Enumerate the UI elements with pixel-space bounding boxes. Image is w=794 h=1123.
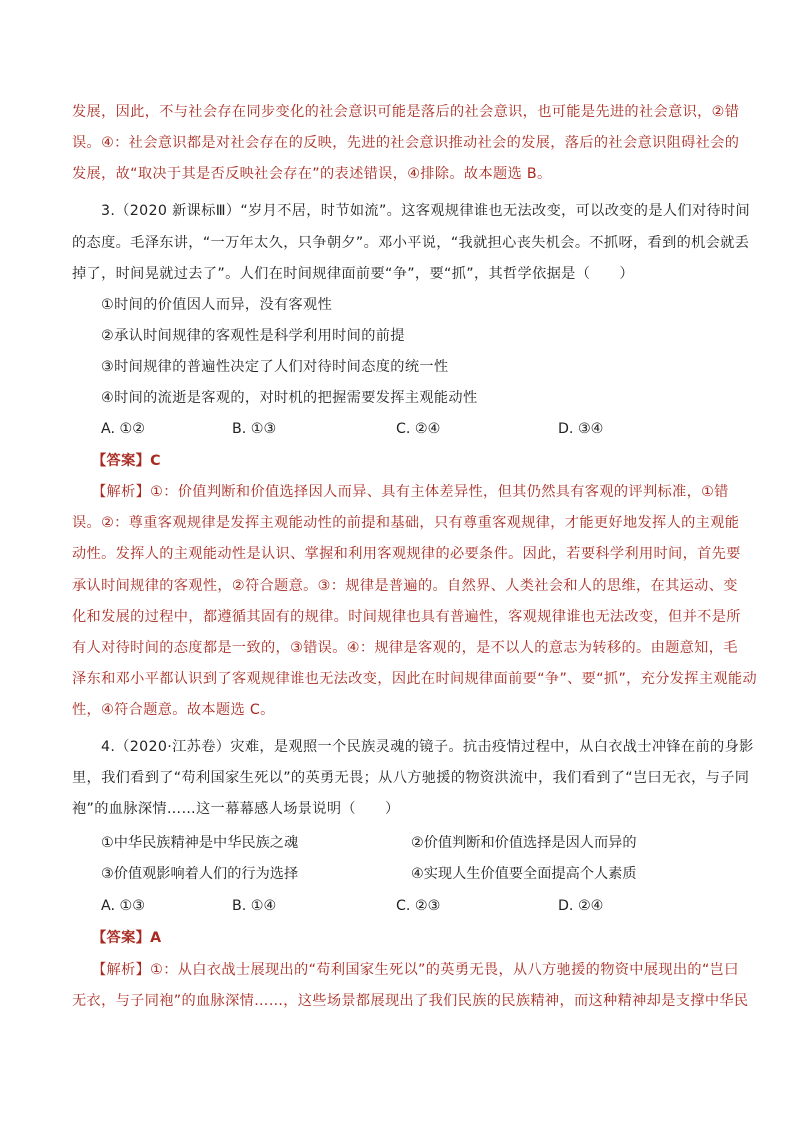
q4-statement-1: ①中华民族精神是中华民族之魂	[101, 835, 299, 851]
q4-statement-3: ③价值观影响着人们的行为选择	[101, 866, 299, 882]
q3-stem-line-2: 的态度。毛泽东讲，“一万年太久，只争朝夕”。邓小平说，“我就担心丧失机会。不抓呀，看到的机会就丢	[72, 235, 750, 251]
q3-option-a: A. ①②	[101, 421, 145, 437]
q4-statement-4: ④实现人生价值要全面提高个人素质	[411, 866, 637, 882]
q3-analysis-line-2: 误。②：尊重客观规律是发挥主观能动性的前提和基础，只有尊重客观规律，才能更好地发挥人的主观能	[72, 515, 740, 531]
intro-line-1: 发展，因此，不与社会存在同步变化的社会意识可能是落后的社会意识，也可能是先进的社会意识，②错	[72, 104, 740, 120]
q3-option-c: C. ②④	[396, 421, 441, 437]
q3-analysis-line-8: 性，④符合题意。故本题选 C。	[72, 702, 275, 718]
q3-option-b: B. ①③	[232, 421, 277, 437]
q3-analysis-line-1: 【解析】①：价值判断和价值选择因人而异、具有主体差异性，但其仍然具有客观的评判标准，①错	[92, 484, 729, 500]
q4-option-c: C. ②③	[396, 898, 441, 914]
q3-statement-2: ②承认时间规律的客观性是科学利用时间的前提	[101, 328, 405, 344]
q3-stem-line-3: 掉了，时间晃就过去了”。人们在时间规律面前要“争”，要“抓”，其哲学依据是（ ）	[72, 266, 634, 282]
q3-statement-1: ①时间的价值因人而异，没有客观性	[101, 297, 333, 313]
q4-option-a: A. ①③	[101, 898, 145, 914]
q3-answer: 【答案】C	[92, 453, 161, 469]
q4-stem-line-1: 4.（2020·江苏卷）灾难，是观照一个民族灵魂的镜子。抗击疫情过程中，从白衣战士冲锋在前的身影	[101, 739, 754, 755]
q3-statement-3: ③时间规律的普遍性决定了人们对待时间态度的统一性	[101, 359, 449, 375]
intro-line-2: 误。④：社会意识都是对社会存在的反映，先进的社会意识推动社会的发展，落后的社会意识阻碍社会的	[72, 135, 740, 151]
q4-statement-2: ②价值判断和价值选择是因人而异的	[411, 835, 637, 851]
q4-option-b: B. ①④	[232, 898, 277, 914]
q3-analysis-line-5: 化和发展的过程中，都遵循其固有的规律。时间规律也具有普遍性，客观规律谁也无法改变，但并不是所	[72, 609, 741, 625]
q4-answer: 【答案】A	[92, 930, 162, 946]
q3-analysis-line-3: 动性。发挥人的主观能动性是认识、掌握和利用客观规律的必要条件。因此，若要科学利用时间，首先要	[72, 546, 741, 562]
q4-stem-line-2: 里，我们看到了“苟利国家生死以”的英勇无畏；从八方驰援的物资洪流中，我们看到了“岂曰无衣，与子同	[72, 770, 750, 786]
q3-analysis-line-4: 承认时间规律的客观性，②符合题意。③：规律是普遍的。自然界、人类社会和人的思维，在其运动、变	[72, 578, 738, 594]
q4-analysis-line-2: 无衣，与子同袍”的血脉深情……，这些场景都展现出了我们民族的民族精神，而这种精神却是支撑中华民	[72, 993, 749, 1009]
q3-analysis-line-7: 泽东和邓小平都认识到了客观规律谁也无法改变，因此在时间规律面前要“争”、要“抓”，充分发挥主观能动	[72, 671, 757, 687]
q3-option-d: D. ③④	[558, 421, 604, 437]
q3-analysis-line-6: 有人对待时间的态度都是一致的，③错误。④：规律是客观的，是不以人的意志为转移的。由题意知，毛	[72, 640, 738, 656]
q4-stem-line-3: 袍”的血脉深情……这一幕幕感人场景说明（ ）	[72, 801, 400, 817]
intro-line-3: 发展，故“取决于其是否反映社会存在”的表述错误，④排除。故本题选 B。	[72, 166, 552, 182]
q3-statement-4: ④时间的流逝是客观的，对时机的把握需要发挥主观能动性	[101, 390, 478, 406]
q4-analysis-line-1: 【解析】①：从白衣战士展现出的“苟利国家生死以”的英勇无畏，从八方驰援的物资中展现出的“岂曰	[92, 962, 739, 978]
q4-option-d: D. ②④	[558, 898, 604, 914]
q3-stem-line-1: 3.（2020 新课标Ⅲ）“岁月不居，时节如流”。这客观规律谁也无法改变，可以改变的是人们对待时间	[101, 203, 751, 219]
